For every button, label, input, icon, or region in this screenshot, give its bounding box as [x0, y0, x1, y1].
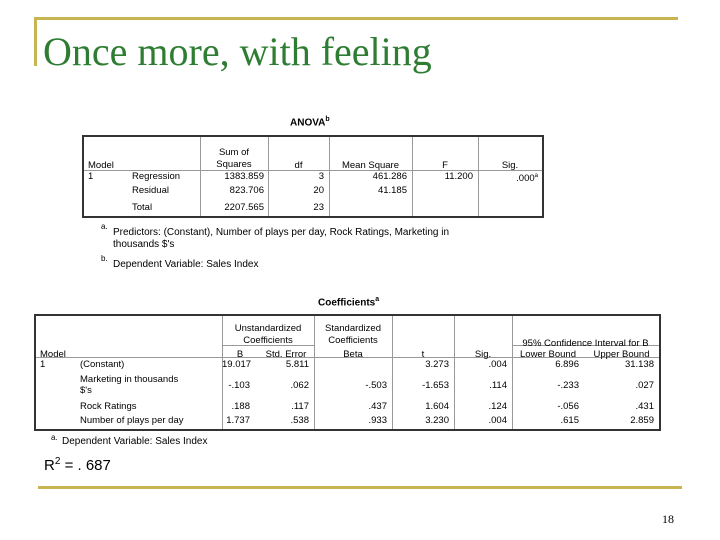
anova-cell-ms: 461.286	[372, 171, 407, 182]
coef-cell-beta: .933	[368, 415, 387, 426]
anova-cell-sig: .000$^a$	[516, 173, 538, 185]
coef-cell-t: -1.653	[422, 380, 449, 391]
coef-header-unstd-line1: Unstandardized	[234, 323, 302, 334]
anova-header-df: df	[294, 160, 303, 171]
coef-cell-beta: .437	[368, 401, 387, 412]
anova-cell-df: 3	[318, 171, 324, 182]
anova-header-ss-line1: Sum of	[218, 147, 250, 158]
anova-header-ss-line2: Squares	[216, 159, 252, 170]
coef-cell-b: 1.737	[226, 415, 250, 426]
anova-cell-df: 23	[313, 202, 324, 213]
coef-row-label: (Constant)	[80, 359, 125, 370]
coef-cell-lower: .615	[560, 415, 579, 426]
coef-header-b: B	[236, 349, 244, 360]
coef-cell-b: 19.017	[222, 359, 252, 370]
coef-cell-se: .538	[290, 415, 309, 426]
coef-cell-sig: .124	[488, 401, 507, 412]
anova-row-label: Residual	[132, 185, 169, 196]
anova-cell-ss: 823.706	[229, 185, 264, 196]
coef-header-sig: Sig.	[474, 349, 492, 360]
anova-footnote-a-line1: Predictors: (Constant), Number of plays per day, Rock Ratings, Marketing in	[113, 227, 450, 238]
coef-header-ci: 95% Confidence Interval for B	[522, 338, 649, 349]
anova-header-ms: Mean Square	[341, 160, 400, 171]
anova-cell-df: 20	[313, 185, 324, 196]
anova-footnote-b-marker: b.	[101, 254, 108, 263]
coef-model-number: 1	[40, 359, 46, 370]
coef-cell-lower: -.056	[557, 401, 579, 412]
coef-cell-b: .188	[231, 401, 250, 412]
coef-cell-sig: .004	[488, 359, 507, 370]
coef-header-t: t	[421, 349, 425, 360]
coef-footnote: Dependent Variable: Sales Index	[62, 436, 208, 447]
coef-header-upper: Upper Bound	[593, 349, 650, 360]
frame-bottom-line	[38, 486, 682, 489]
anova-row-label: Total	[132, 202, 153, 213]
coef-cell-b: -.103	[228, 380, 250, 391]
anova-header-model: Model	[88, 160, 114, 171]
anova-cell-f: 11.200	[444, 171, 473, 182]
anova-row-label: Regression	[132, 171, 181, 182]
coef-row-label-line2: $'s	[80, 385, 92, 396]
anova-model-number: 1	[88, 171, 94, 182]
anova-title: ANOVA$^b$	[290, 116, 330, 129]
coef-header-beta: Beta	[343, 349, 363, 360]
coef-header-std-line2: Coefficients	[328, 335, 378, 346]
coef-header-se: Std. Error	[265, 349, 307, 360]
coef-cell-se: .117	[291, 401, 309, 412]
coef-cell-upper: .431	[635, 401, 654, 412]
coef-cell-sig: .004	[488, 415, 507, 426]
coef-cell-se: .062	[290, 380, 309, 391]
frame-left-line	[34, 17, 37, 66]
coef-cell-sig: .114	[489, 380, 507, 391]
coef-footnote-marker: a.	[51, 433, 58, 442]
page-number: 18	[662, 512, 674, 526]
frame-top-line	[34, 17, 678, 20]
coef-cell-beta: -.503	[365, 380, 387, 391]
coef-cell-upper: 2.859	[630, 415, 654, 426]
anova-footnote-a-marker: a.	[101, 222, 108, 231]
coef-cell-lower: 6.896	[555, 359, 579, 370]
coef-cell-upper: .027	[635, 380, 654, 391]
anova-cell-ss: 2207.565	[224, 202, 264, 213]
anova-header-sig: Sig.	[501, 160, 519, 171]
coef-row-label: Number of plays per day	[80, 415, 184, 426]
coef-header-model: Model	[40, 349, 66, 360]
anova-cell-ss: 1383.859	[224, 171, 264, 182]
anova-footnote-a-line2: thousands $'s	[113, 239, 175, 250]
anova-cell-ms: 41.185	[377, 185, 407, 196]
coef-cell-se: 5.811	[285, 359, 309, 370]
coef-header-unstd-line2: Coefficients	[243, 335, 293, 346]
coef-cell-lower: -.233	[557, 380, 579, 391]
coef-cell-t: 3.230	[425, 415, 449, 426]
coef-cell-upper: 31.138	[624, 359, 654, 370]
coefficients-title: Coefficients$^a$	[318, 296, 380, 309]
anova-header-f: F	[442, 160, 448, 171]
coef-header-lower: Lower Bound	[520, 349, 576, 360]
coef-cell-t: 3.273	[425, 359, 449, 370]
r-squared-label: $R^2$ = . 687	[44, 456, 111, 474]
coef-row-label: Marketing in thousands	[80, 374, 179, 385]
coef-header-std-line1: Standardized	[325, 323, 381, 334]
slide-title: Once more, with feeling	[43, 29, 432, 74]
coef-cell-t: 1.604	[425, 401, 449, 412]
anova-footnote-b: Dependent Variable: Sales Index	[113, 259, 259, 270]
coef-row-label: Rock Ratings	[80, 401, 137, 412]
